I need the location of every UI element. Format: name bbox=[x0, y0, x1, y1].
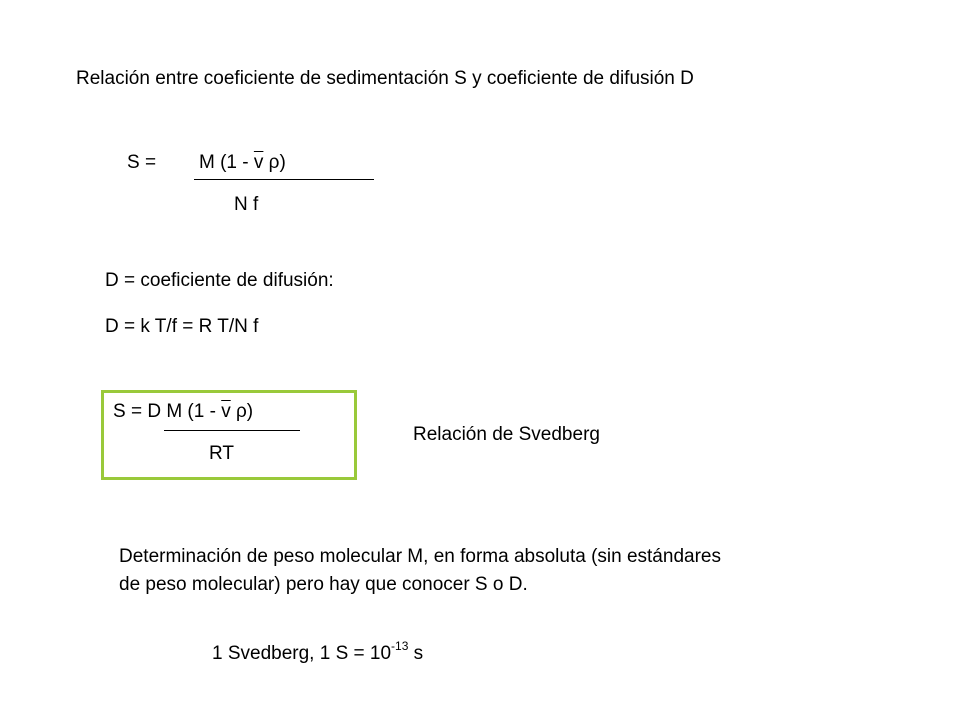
unit-exponent: -13 bbox=[391, 638, 409, 653]
slide-title: Relación entre coeficiente de sedimentación S y coeficiente de difusión D bbox=[76, 68, 694, 89]
formula1-lhs: S = bbox=[127, 152, 157, 173]
formula1-numerator-post: ρ) bbox=[263, 152, 286, 173]
diffusion-label: D = coeficiente de difusión: bbox=[105, 270, 334, 291]
svedberg-numerator-post: ρ) bbox=[230, 401, 254, 422]
diffusion-equation: D = k T/f = R T/N f bbox=[105, 316, 259, 337]
formula1-denominator: N f bbox=[234, 194, 259, 215]
svedberg-numerator bbox=[113, 401, 253, 423]
determination-line-1: Determinación de peso molecular M, en forma absoluta (sin estándares bbox=[119, 546, 721, 567]
unit-prefix: 1 Svedberg, 1 S = 10 bbox=[212, 643, 392, 664]
svedberg-fraction-bar bbox=[164, 430, 300, 431]
unit-suffix: s bbox=[408, 643, 424, 664]
svedberg-relation-label: Relación de Svedberg bbox=[413, 424, 600, 445]
svedberg-numerator-pre: D M (1 - bbox=[147, 401, 222, 422]
svedberg-unit-definition bbox=[212, 638, 424, 665]
svedberg-lhs: S = bbox=[113, 401, 148, 422]
formula1-numerator-pre: M (1 - bbox=[199, 152, 254, 173]
svedberg-vbar: $\overline{v}$ bbox=[221, 401, 231, 422]
svedberg-denominator: RT bbox=[209, 443, 234, 464]
determination-line-2: de peso molecular) pero hay que conocer S o D. bbox=[119, 574, 528, 595]
formula1-vbar: $\overline{v}$ bbox=[253, 152, 264, 173]
formula1-fraction-bar bbox=[194, 179, 374, 180]
formula1-numerator bbox=[199, 152, 286, 174]
